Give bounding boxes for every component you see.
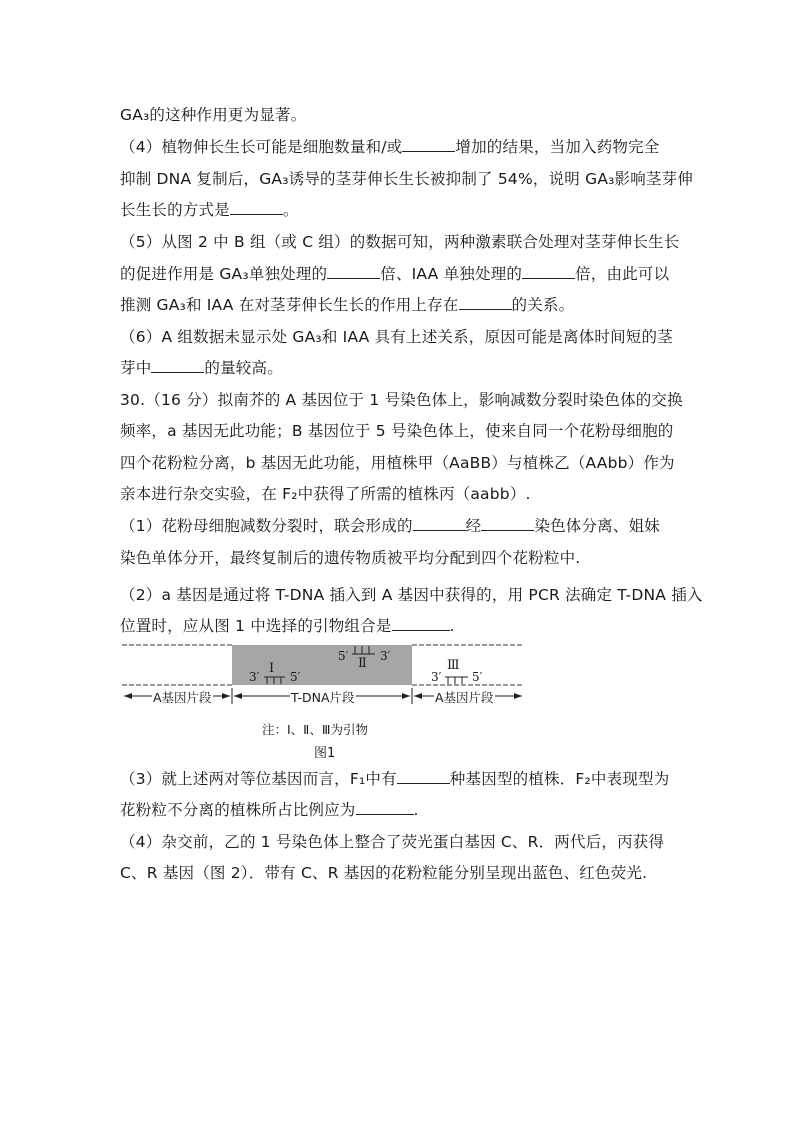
figure-caption: 图1: [314, 746, 336, 761]
question-30-header: 30.（16 分）拟南芥的 A 基因位于 1 号染色体上，影响减数分裂时染色体的交换: [120, 391, 683, 409]
question-5-line-1: （5）从图 2 中 B 组（或 C 组）的数据可知，两种激素联合处理对茎芽伸长生长: [120, 233, 680, 251]
figure-1: [118, 636, 528, 766]
subquestion-1-line-1: （1）花粉母细胞减数分裂时，联会形成的 经 染色体分离、姐妹: [120, 517, 660, 535]
subquestion-4-line-1: （4）杂交前，乙的 1 号染色体上整合了荧光蛋白基因 C、R．两代后，丙获得: [120, 833, 665, 851]
primer-III-mark: [445, 677, 468, 684]
subquestion-3-line-1: （3）就上述两对等位基因而言，F₁中有 种基因型的植株．F₂中表现型为: [120, 770, 670, 788]
answer-blank[interactable]: [402, 137, 455, 152]
text-line: 抑制 DNA 复制后，GA₃诱导的茎芽伸长生长被抑制了 54%，说明 GA₃影响茎芽伸: [120, 170, 694, 188]
text-line: 长生长的方式是 。: [120, 201, 299, 219]
text-line: C、R 基因（图 2）．带有 C、R 基因的花粉粒能分别呈现出蓝色、红色荧光.: [120, 864, 648, 882]
primer-I-5prime: 5′: [290, 670, 301, 684]
question-6-line-1: （6）A 组数据未显示处 GA₃和 IAA 具有上述关系，原因可能是离体时间短的茎: [120, 328, 673, 346]
primer-III-3prime: 3′: [431, 670, 442, 684]
segment-a-gene-right: A基因片段: [435, 690, 494, 705]
text-line: GA₃的这种作用更为显著。: [120, 106, 307, 124]
answer-blank[interactable]: [392, 616, 450, 631]
text-line: 位置时，应从图 1 中选择的引物组合是 .: [120, 617, 455, 635]
primer-III-5prime: 5′: [472, 670, 483, 684]
text-line: 频率，a 基因无此功能；B 基因位于 5 号染色体上，使来自同一个花粉母细胞的: [120, 422, 674, 440]
segment-tdna: T-DNA片段: [291, 690, 355, 705]
primer-III-label: Ⅲ: [447, 658, 460, 673]
answer-blank[interactable]: [397, 769, 450, 784]
answer-blank[interactable]: [151, 358, 204, 373]
text-line: 四个花粉粒分离，b 基因无此功能，用植株甲（AaBB）与植株乙（AAbb）作为: [120, 454, 675, 472]
primer-II-label: Ⅱ: [358, 656, 367, 671]
primer-I-label: Ⅰ: [269, 661, 275, 676]
question-4-line-1: （4）植物伸长生长可能是细胞数量和/或 增加的结果，当加入药物完全: [120, 138, 660, 156]
subquestion-2-line-1: （2）a 基因是通过将 T-DNA 插入到 A 基因中获得的，用 PCR 法确定 T-DNA 插入: [120, 586, 703, 604]
primer-II-5prime: 5′: [338, 649, 349, 663]
answer-blank[interactable]: [481, 516, 534, 531]
text-line: 的促进作用是 GA₃单独处理的 倍、IAA 单独处理的 倍，由此可以: [120, 265, 670, 283]
answer-blank[interactable]: [522, 264, 575, 279]
text-line: 染色单体分开，最终复制后的遗传物质被平均分配到四个花粉粒中.: [120, 549, 581, 567]
text-line: 芽中 的量较高。: [120, 359, 283, 377]
answer-blank[interactable]: [230, 200, 283, 215]
primer-II-3prime: 3′: [380, 649, 391, 663]
text-line: 推测 GA₃和 IAA 在对茎芽伸长生长的作用上存在 的关系。: [120, 296, 575, 314]
answer-blank[interactable]: [327, 264, 380, 279]
figure-note: 注：Ⅰ、Ⅱ、Ⅲ为引物: [262, 722, 368, 737]
answer-blank[interactable]: [356, 800, 414, 815]
answer-blank[interactable]: [459, 295, 512, 310]
answer-blank[interactable]: [413, 516, 466, 531]
text-line: 花粉粒不分离的植株所占比例应为 .: [120, 801, 419, 819]
segment-a-gene-left: A基因片段: [153, 690, 212, 705]
primer-I-3prime: 3′: [249, 670, 260, 684]
text-line: 亲本进行杂交实验，在 F₂中获得了所需的植株丙（aabb）.: [120, 485, 531, 503]
